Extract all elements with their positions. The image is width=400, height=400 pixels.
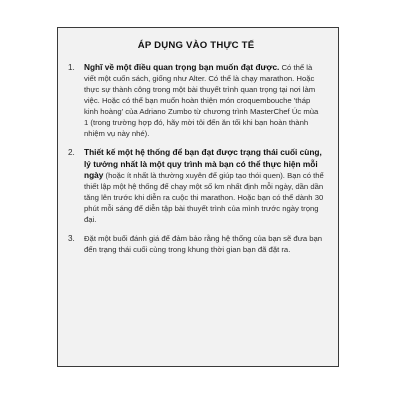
list-item — [68, 147, 324, 227]
item-number: 1. — [68, 63, 75, 72]
item-lead: Thiết kế một hệ thống để bạn đạt được trạng thái cuối cùng, lý tưởng nhất là một quy trình mà bạn có thể thực hiện mỗi ngày — [84, 146, 322, 181]
item-lead: Nghĩ về một điều quan trọng bạn muốn đạt được. — [84, 62, 280, 72]
steps-list — [68, 62, 324, 256]
item-number: 2. — [68, 147, 75, 157]
box-title: ÁP DỤNG VÀO THỰC TẾ — [137, 40, 255, 51]
item-number: 3. — [68, 234, 75, 244]
item-text: Có thể là viết một cuốn sách, giống như Alter. Có thể là chạy marathon. Hoặc thực sự thành công trong một bài thuyết trình quan trọng tại nơi làm việc. Hoặc có thể bạn muốn hoàn thiện món croquembouche 'tháp kinh hoàng' của Adriano Zumbo từ chương trình MasterChef Úc mùa 1 (trong trường hợp đó, hãy mời tôi đến ăn tối khi bạn hoàn thành nhiệm vụ này nhé). — [84, 63, 319, 138]
practice-box — [57, 27, 339, 367]
item-text: Đặt một buổi đánh giá để đảm bảo rằng hệ thống của bạn sẽ đưa bạn đến trạng thái cuối cùng trong khung thời gian bạn đã đặt ra. — [84, 234, 323, 255]
item-text: (hoặc ít nhất là thường xuyên để giúp tạo thói quen). Bạn có thể thiết lập một hệ thống để chạy một số km nhất định mỗi ngày, dần dần tăng lên trước khi diễn ra cuộc thi marathon. Hoặc bạn có thể dành 30 phút mỗi sáng để diễn tập bài thuyết trình của mình trước ngày trọng đại. — [84, 171, 324, 225]
list-item — [68, 233, 324, 256]
list-item — [68, 62, 324, 140]
